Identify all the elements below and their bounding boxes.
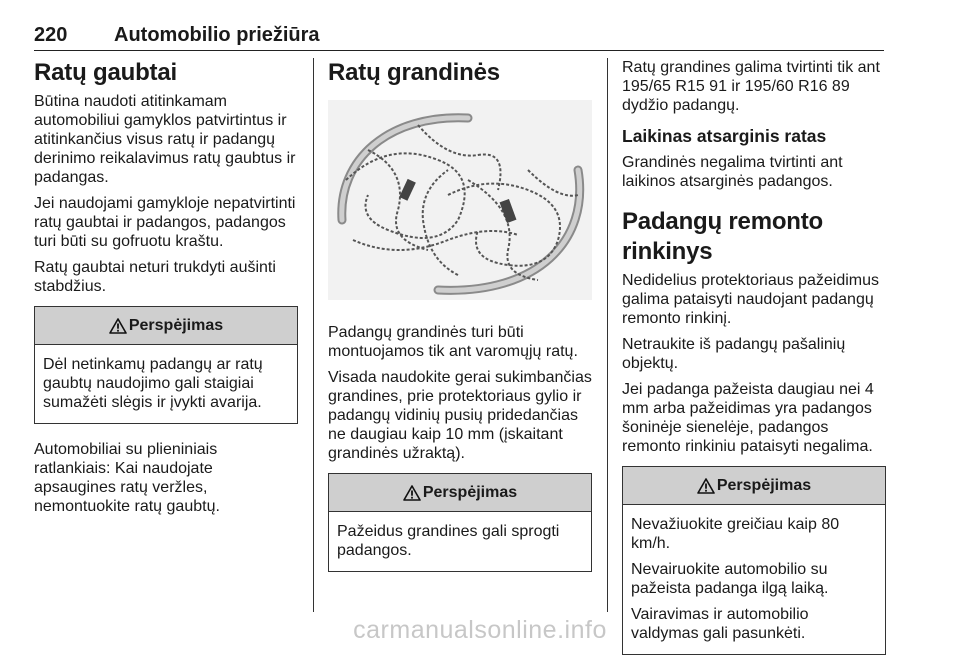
section-heading-repair-kit: Padangų remonto rinkinys: [622, 208, 824, 265]
section-heading-wheel-covers: Ratų gaubtai: [34, 59, 177, 86]
paragraph: Netraukite iš padangų pašalinių objektų.: [622, 336, 846, 372]
warning-title: Perspėjimas: [422, 483, 518, 501]
warning-title: Perspėjimas: [128, 316, 224, 334]
paragraph: Automobiliai su plieniniais ratlankiais: Kai naudojate apsaugines ratų veržles, nemontuokite ratų gaubtų.: [34, 441, 220, 515]
warning-text: Vairavimas ir automobilio valdymas gali pasunkėti.: [631, 606, 809, 642]
warning-header: [329, 474, 591, 512]
paragraph: Būtina naudoti atitinkamam automobiliui gamyklos patvirtintus ir atitinkančius visus ratų ir padangų derinimo reikalavimus ratų gaubtus ir padangas.: [34, 93, 296, 186]
warning-triangle-icon: [403, 485, 421, 501]
page-number: 220: [34, 24, 68, 46]
warning-box: [34, 306, 298, 424]
warning-text: Nevairuokite automobilio su pažeista padanga ilgą laiką.: [631, 561, 829, 597]
column-snow-chains: [328, 58, 592, 588]
watermark: carmanualsonline.info: [353, 616, 607, 644]
column-repair-kit: [622, 58, 886, 671]
paragraph: Nedidelius protektoriaus pažeidimus galima pataisyti naudojant padangų remonto rinkinį.: [622, 272, 880, 327]
snow-chain-illustration-icon: [328, 100, 592, 300]
warning-triangle-icon: [109, 318, 127, 334]
warning-body: [35, 345, 297, 423]
paragraph: Grandinės negalima tvirtinti ant laikinos atsarginės padangos.: [622, 154, 843, 190]
subheading-temporary-spare: Laikinas atsarginis ratas: [622, 126, 827, 146]
warning-title: Perspėjimas: [716, 476, 812, 494]
paragraph: Jei naudojami gamykloje nepatvirtinti ratų gaubtai ir padangos, padangos turi būti su gofruotu kraštu.: [34, 195, 296, 250]
warning-text: Pažeidus grandines gali sprogti padangos.: [337, 523, 560, 559]
paragraph: Ratų grandines galima tvirtinti tik ant 195/65 R15 91 ir 195/60 R16 89 dydžio padangų.: [622, 59, 880, 114]
section-heading-snow-chains: Ratų grandinės: [328, 59, 500, 86]
column-divider: [607, 58, 608, 612]
warning-box: [328, 473, 592, 572]
warning-header: [35, 307, 297, 345]
warning-triangle-icon: [697, 478, 715, 494]
warning-text: Nevažiuokite greičiau kaip 80 km/h.: [631, 516, 840, 552]
warning-text: Dėl netinkamų padangų ar ratų gaubtų naudojimo gali staigiai sumažėti slėgis ir įvykti avarija.: [43, 356, 263, 411]
warning-header: [623, 467, 885, 505]
paragraph: Jei padanga pažeista daugiau nei 4 mm arba pažeidimas yra padangos šoninėje sienelėje, padangos remonto rinkiniu pataisyti negalima.: [622, 381, 874, 455]
paragraph: Ratų gaubtai neturi trukdyti aušinti stabdžius.: [34, 259, 276, 295]
column-wheel-covers: [34, 58, 298, 523]
column-divider: [313, 58, 314, 612]
paragraph: Visada naudokite gerai sukimbančias grandines, prie protektoriaus gylio ir padangų vidinių pusių pridedančias ne daugiau kaip 10 mm (įskaitant grandinės užraktą).: [328, 369, 592, 462]
paragraph: Padangų grandinės turi būti montuojamos tik ant varomųjų ratų.: [328, 324, 578, 360]
chapter-title: Automobilio priežiūra: [114, 24, 320, 46]
warning-body: [329, 512, 591, 571]
page-header: [34, 20, 884, 51]
